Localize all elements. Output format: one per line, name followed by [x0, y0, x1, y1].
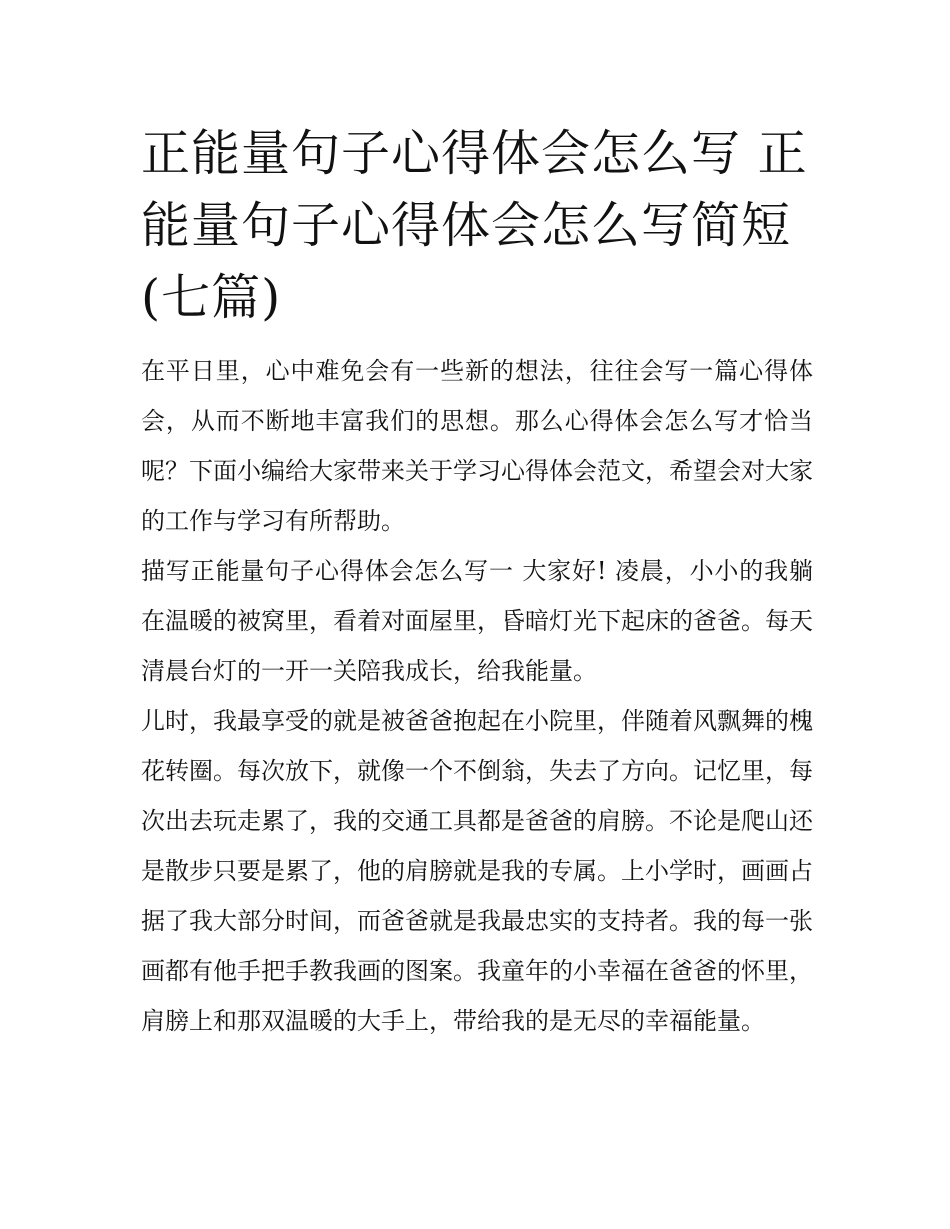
intro-paragraph: 在平日里，心中难免会有一些新的想法，往往会写一篇心得体会，从而不断地丰富我们的思想。那么心得体会怎么写才恰当呢？下面小编给大家带来关于学习心得体会范文，希望会对大家的工作与学习有所帮助。: [141, 357, 813, 535]
document-title: 正能量句子心得体会怎么写 正能量句子心得体会怎么写简短(七篇): [141, 125, 808, 326]
document-body: [141, 118, 813, 1046]
childhood-memory-paragraph: 儿时，我最享受的就是被爸爸抱起在小院里，伴随着风飘舞的槐花转圈。每次放下，就像一个不倒翁，失去了方向。记忆里，每次出去玩走累了，我的交通工具都是爸爸的肩膀。不论是爬山还是散步只要是累了，他的肩膀就是我的专属。上小学时，画画占据了我大部分时间，而爸爸就是我最忠实的支持者。我的每一张画都有他手把手教我画的图案。我童年的小幸福在爸爸的怀里，肩膀上和那双温暖的大手上，带给我的是无尽的幸福能量。: [141, 707, 813, 1035]
essay-opening-paragraph: 描写正能量句子心得体会怎么写一 大家好! 凌晨，小小的我躺在温暖的被窝里，看着对面屋里，昏暗灯光下起床的爸爸。每天清晨台灯的一开一关陪我成长，给我能量。: [141, 557, 813, 685]
